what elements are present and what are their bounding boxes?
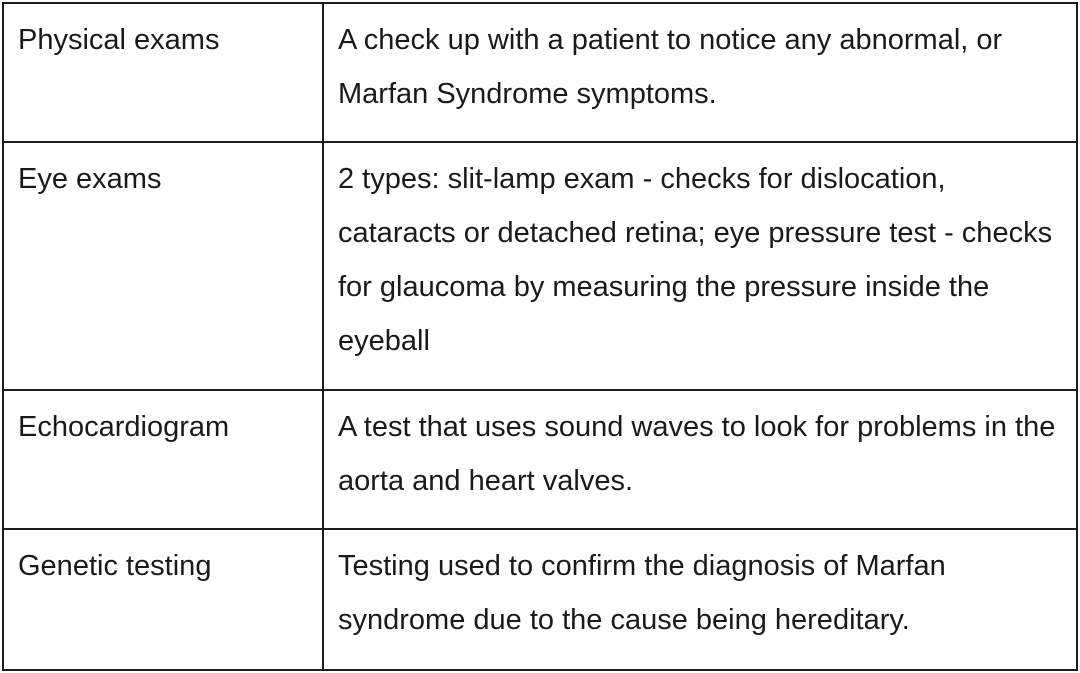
test-name-cell: Eye exams	[3, 142, 323, 390]
test-description-cell: Testing used to confirm the diagnosis of Marfan syndrome due to the cause being hereditary.	[323, 529, 1077, 670]
test-description-cell: A test that uses sound waves to look for problems in the aorta and heart valves.	[323, 390, 1077, 529]
test-name-cell: Genetic testing	[3, 529, 323, 670]
diagnostic-tests-table	[2, 2, 1078, 671]
test-name-cell: Echocardiogram	[3, 390, 323, 529]
test-description-cell: 2 types: slit-lamp exam - checks for dislocation, cataracts or detached retina; eye pressure test - checks for glaucoma by measuring the pressure inside the eyeball	[323, 142, 1077, 390]
test-description-cell: A check up with a patient to notice any abnormal, or Marfan Syndrome symptoms.	[323, 3, 1077, 142]
table-row	[3, 3, 1077, 142]
table-row	[3, 142, 1077, 390]
test-name-cell: Physical exams	[3, 3, 323, 142]
table-row	[3, 390, 1077, 529]
table-row	[3, 529, 1077, 670]
table-body	[3, 3, 1077, 670]
